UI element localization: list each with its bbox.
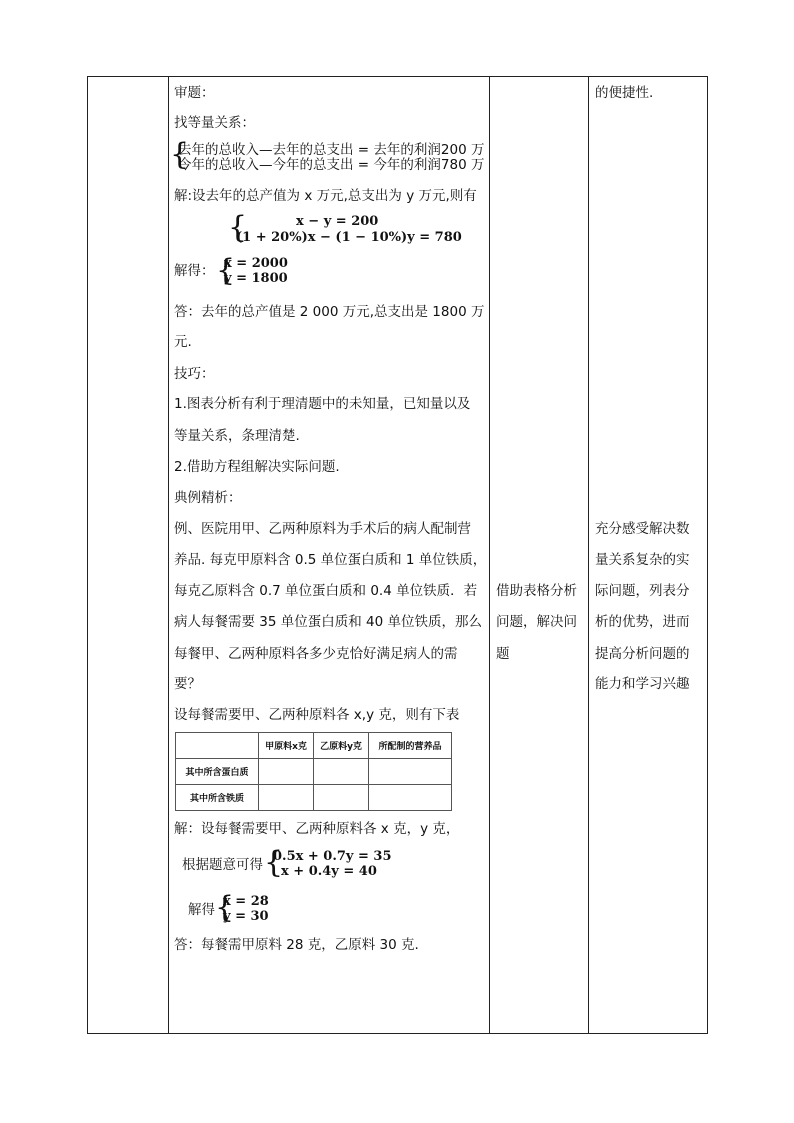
text-line: 量关系复杂的实	[595, 552, 690, 568]
header-cell	[176, 733, 259, 759]
equation: y = 1800	[224, 271, 288, 286]
nutrition-table	[175, 732, 452, 811]
text-line: 充分感受解决数	[595, 521, 690, 537]
text-line: 每克乙原料含 0.7 单位蛋白质和 0.4 单位铁质．若	[174, 583, 478, 599]
row-label: 其中所含铁质	[176, 785, 259, 811]
text-line: 找等量关系：	[174, 115, 255, 131]
text-line: 际问题，列表分	[595, 583, 690, 599]
equation: x − y = 200	[296, 214, 379, 229]
text-line: 题	[496, 646, 510, 662]
equation: y = 30	[223, 909, 269, 924]
column-divider	[588, 76, 589, 1034]
text-line: 问题，解决问	[496, 614, 577, 630]
text-line: 每餐甲、乙两种原料各多少克恰好满足病人的需	[174, 646, 458, 662]
text-line: 析的优势，进而	[595, 614, 690, 630]
text-line: 要？	[174, 676, 201, 692]
header-cell: 所配制的营养品	[369, 733, 452, 759]
equation: 0.5x + 0.7y = 35	[273, 849, 392, 864]
text-line: 答：去年的总产值是 2 000 万元,总支出是 1800 万	[174, 304, 485, 320]
text-line: 解得：	[174, 263, 215, 279]
text-line: 养品. 每克甲原料含 0.5 单位蛋白质和 1 单位铁质，	[174, 552, 487, 568]
table-header-row	[176, 733, 452, 759]
relation-system	[170, 140, 488, 174]
text-line: 典例精析：	[174, 490, 242, 506]
equation: x = 2000	[224, 256, 288, 271]
cell	[314, 785, 369, 811]
text-line: 2.借助方程组解决实际问题.	[174, 459, 340, 475]
column-divider	[168, 76, 169, 1034]
text-line: 技巧：	[174, 366, 215, 382]
text-line: 解:设去年的总产值为 x 万元,总支出为 y 万元,则有	[174, 188, 477, 204]
text-line: 1.图表分析有利于理清题中的未知量，已知量以及	[174, 396, 471, 412]
cell	[369, 759, 452, 785]
header-cell: 甲原料x克	[259, 733, 314, 759]
text-line: 能力和学习兴趣	[595, 676, 690, 692]
column-divider	[489, 76, 490, 1034]
text-line: 解：设每餐需要甲、乙两种原料各 x 克，y 克，	[174, 821, 460, 837]
row-label: 其中所含蛋白质	[176, 759, 259, 785]
text-line: 的便捷性.	[595, 85, 654, 101]
equation: (1 + 20%)x − (1 − 10%)y = 780	[236, 230, 462, 245]
equation: x = 28	[223, 894, 269, 909]
table-border-top	[87, 76, 708, 77]
table-border-right	[707, 76, 708, 1034]
cell	[369, 785, 452, 811]
text-line: 元.	[174, 334, 192, 350]
header-cell: 乙原料y克	[314, 733, 369, 759]
text-line: 提高分析问题的	[595, 646, 690, 662]
text-line: 等量关系，条理清楚.	[174, 428, 300, 444]
text-line: 借助表格分析	[496, 583, 577, 599]
cell	[314, 759, 369, 785]
document-page: 审题： 找等量关系： { 去年的总收入—去年的总支出 = 去年的利润200 万 今年的总收入—今年的总支出 = 今年的利润780 万 解:设去年的总产值为 x 万元,总支出为 y 万元,则有 { x − y = 200 (1 + 20%)x − (1 − 10%)y = 780 解得： { x = 2000 y = 1800 答：去年的总产值是 2 000 万元,总支出是 1800 万 元. 技巧： 1.图表分析有利于理清题中的未知量，已知量以及 等量关系，条理清楚. 2.借助方程组解决实际问题. 典例精析： 例、医院用甲、乙两种原料为手术后的病人配制营 养品. 每克甲原料含 0.5 单位蛋白质和 1 单位铁质， 每克乙原料含 0.7 单位蛋白质和 0.4 单位铁质．若 病人每餐需要 35 单位蛋白质和 40 单位铁质，那么 每餐甲、乙两种原料各多少克恰好满足病人的需 要？ 设每餐需要甲、乙两种原料各 x,y 克，则有下表 甲原料x克 乙原料y克 所配制的营养品 其中所含蛋白质 其中所含铁质 解：设每餐需要甲、乙两种原料各 x 克，y 克， 根据题意可得 { 0.5x + 0.7y = 35 x + 0.4y = 40 解得 { x = 28 y = 30 答：每餐需甲原料 28 克，乙原料 30 克. 借助表格分析 问题，解决问 题 的便捷性. 充分感受解决数 量关系复杂的实 际问题，列表分 析的优势，进而 提高分析问题的 能力和学习兴趣	[0, 0, 794, 1123]
table-row	[176, 785, 452, 811]
text-line: 设每餐需要甲、乙两种原料各 x,y 克，则有下表	[174, 707, 460, 723]
text-line: 答：每餐需甲原料 28 克，乙原料 30 克.	[174, 937, 419, 953]
cell	[259, 785, 314, 811]
text-line: 根据题意可得	[182, 857, 263, 873]
text-line: 审题：	[174, 85, 215, 101]
cell	[259, 759, 314, 785]
table-row	[176, 759, 452, 785]
relation-2: 今年的总收入—今年的总支出 = 今年的利润780 万	[178, 157, 485, 173]
text-line: 解得	[188, 902, 215, 918]
text-line: 病人每餐需要 35 单位蛋白质和 40 单位铁质，那么	[174, 614, 483, 630]
equation: x + 0.4y = 40	[281, 864, 377, 879]
relation-1: 去年的总收入—去年的总支出 = 去年的利润200 万	[178, 142, 485, 158]
table-border-bottom	[87, 1033, 708, 1034]
brace-icon: {	[170, 140, 190, 172]
table-border-left	[87, 76, 88, 1034]
text-line: 例、医院用甲、乙两种原料为手术后的病人配制营	[174, 521, 471, 537]
